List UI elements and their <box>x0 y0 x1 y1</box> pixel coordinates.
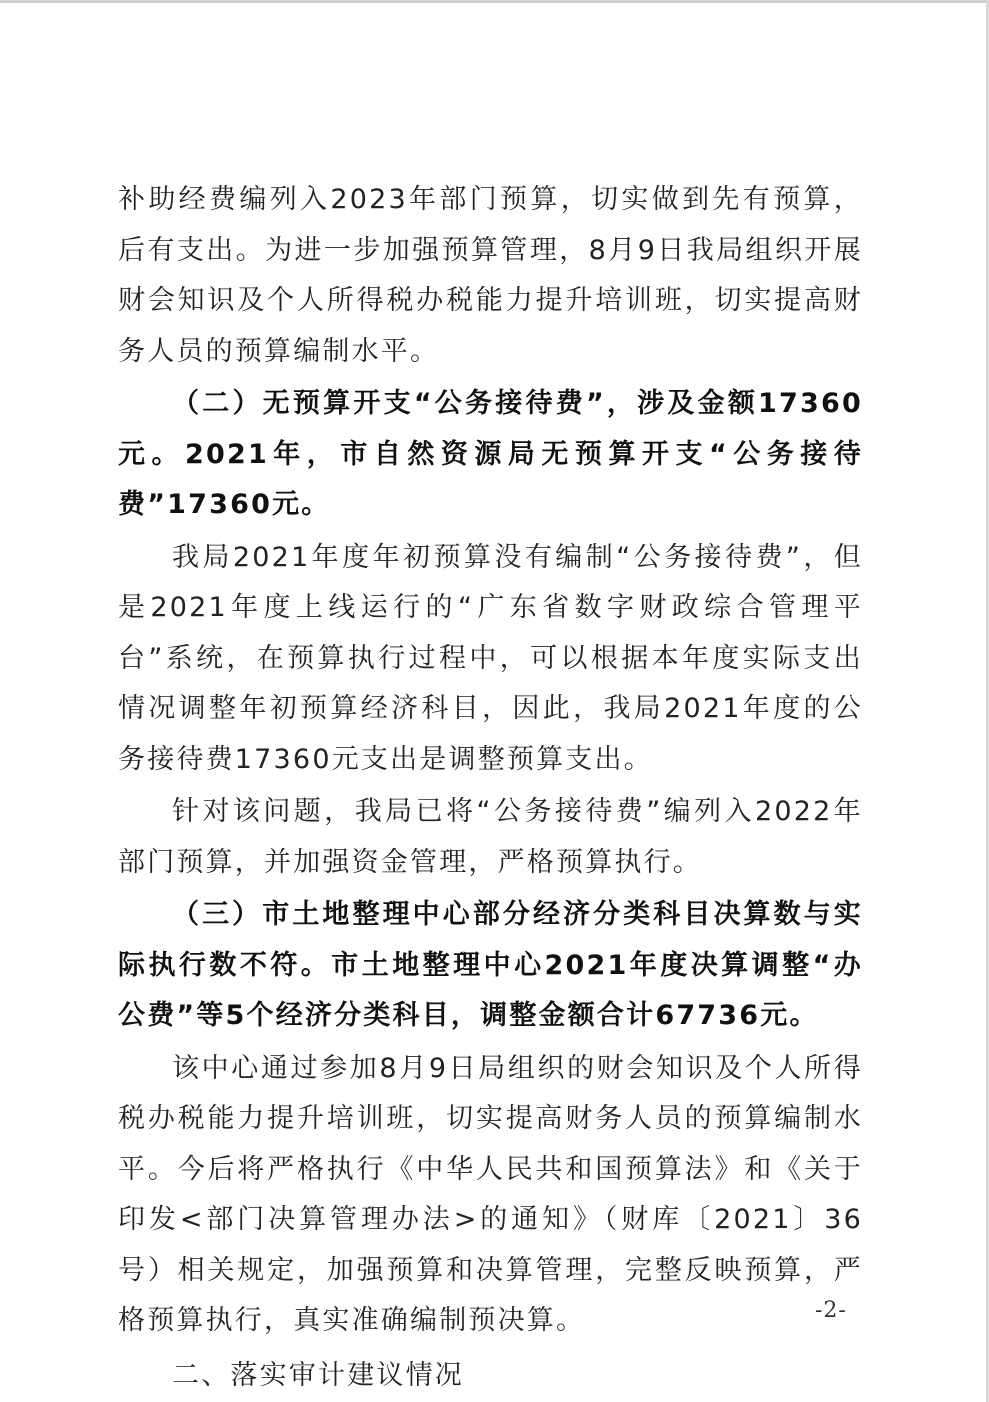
page-number: -2- <box>815 1298 847 1323</box>
paragraph-item-3-heading: （三）市土地整理中心部分经济分类科目决算数与实际执行数不符。市土地整理中心2021年度决算调整“办公费”等5个经济分类科目，调整金额合计67736元。 <box>118 899 863 1031</box>
paragraph-budget-continuation: 补助经费编列入2023年部门预算，切实做到先有预算，后有支出。为进一步加强预算管理，8月9日我局组织开展财会知识及个人所得税办税能力提升培训班，切实提高财务人员的预算编制水平。 <box>118 184 863 367</box>
paragraph-land-center-remedy: 该中心通过参加8月9日局组织的财会知识及个人所得税办税能力提升培训班，切实提高财务人员的预算编制水平。今后将严格执行《中华人民共和国预算法》和《关于印发<部门决算管理办法>的通知》（财库〔2021〕36号）相关规定，加强预算和决算管理，完整反映预算，严格预算执行，真实准确编制预决算。 <box>118 1052 863 1336</box>
section-heading: 二、落实审计建议情况 <box>172 1359 464 1391</box>
paragraph-item-2-heading: （二）无预算开支“公务接待费”，涉及金额17360元。2021年，市自然资源局无预算开支“公务接待费”17360元。 <box>118 388 863 520</box>
paragraph-reception-explanation: 我局2021年度年初预算没有编制“公务接待费”，但是2021年度上线运行的“广东省数字财政综合管理平台”系统，在预算执行过程中，可以根据本年度实际支出情况调整年初预算经济科目，因此，我局2021年度的公务接待费17360元支出是调整预算支出。 <box>118 541 863 775</box>
scan-top-edge <box>0 0 989 3</box>
document-body <box>118 175 863 1401</box>
paragraph-reception-remedy: 针对该问题，我局已将“公务接待费”编列入2022年部门预算，并加强资金管理，严格预算执行。 <box>118 796 863 878</box>
